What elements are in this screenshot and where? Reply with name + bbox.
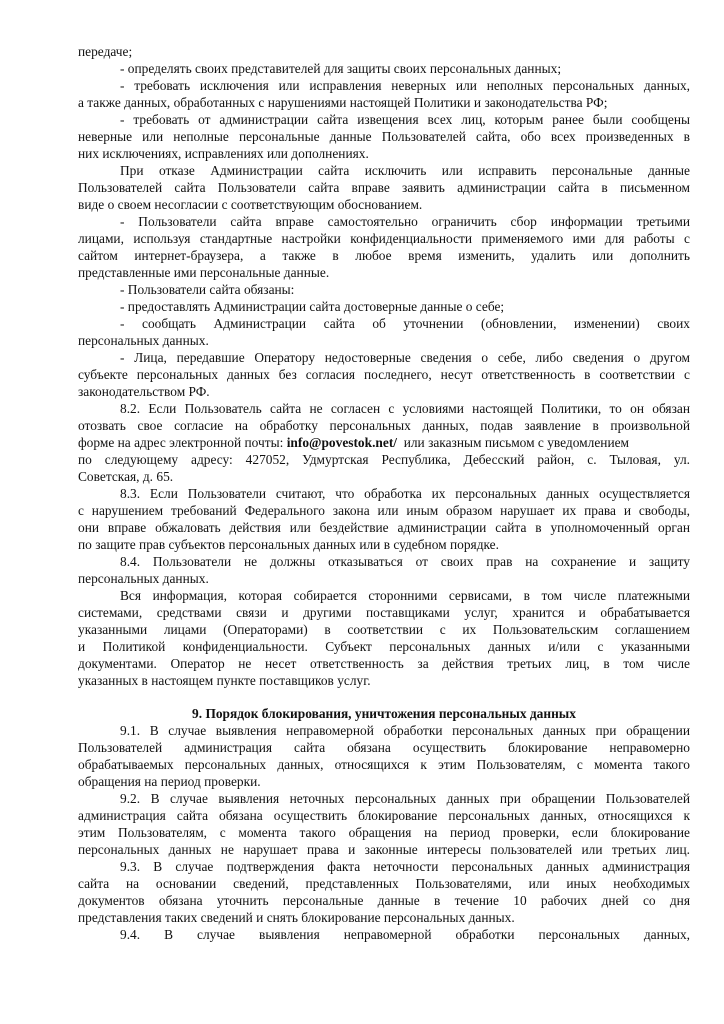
text-line: и Политикой конфиденциальности. Субъект персональных данных и/или с указанными — [78, 639, 690, 654]
text-fragment: или заказным письмом с уведомлением — [403, 435, 630, 450]
text-line: по следующему адресу: 427052, Удмуртская Республика, Дебесский район, с. Тыловая, ул. — [78, 452, 690, 467]
text-line: они вправе обжаловать действия или бездействие администрации сайта в уполномоченный орган — [78, 520, 690, 535]
text-line: - сообщать Администрации сайта об уточнении (обновлении, изменении) своих — [120, 316, 690, 331]
section-heading: 9. Порядок блокирования, уничтожения персональных данных — [192, 706, 576, 721]
text-line: указанными лицами (Операторами) в соответствии с их Пользовательским соглашением — [78, 622, 690, 637]
text-line: При отказе Администрации сайта исключить или исправить персональные данные — [120, 163, 690, 178]
text-line: 9.1. В случае выявления неправомерной обработки персональных данных при обращении — [120, 723, 690, 738]
text-line: - требовать исключения или исправления неверных или неполных персональных данных, — [120, 78, 690, 93]
text-line: - предоставлять Администрации сайта достоверные данные о себе; — [120, 299, 505, 314]
text-line: - требовать от администрации сайта извещения всех лиц, которым ранее были сообщены — [120, 112, 690, 127]
text-line: документов обязана уточнить персональные данные в течение 10 рабочих дней со дня — [78, 893, 690, 908]
text-line: - Пользователи сайта обязаны: — [120, 282, 295, 297]
text-line: а также данных, обработанных с нарушениями настоящей Политики и законодательства РФ; — [78, 95, 608, 110]
text-line: представленные ими персональные данные. — [78, 265, 330, 280]
text-line: Советская, д. 65. — [78, 469, 174, 484]
text-line: сайтом интернет-браузера, а также в любое время изменить, удалить или дополнить — [78, 248, 690, 263]
email-link[interactable]: info@povestok.net/ — [286, 435, 397, 450]
text-line: - Лица, передавшие Оператору недостоверные сведения о себе, либо сведения о другом — [120, 350, 690, 365]
text-line: персональных данных. — [78, 571, 209, 586]
text-line: сайта на основании сведений, представленных Пользователями, или иных необходимых — [78, 876, 690, 891]
text-line: персональных данных. — [78, 333, 209, 348]
text-line: неверные или неполные персональные данные Пользователей сайта, обо всех произведенных в — [78, 129, 690, 144]
email-label: форме на адрес электронной почты: — [78, 435, 284, 450]
text-line: представления таких сведений и снять блокирование персональных данных. — [78, 910, 515, 925]
text-line: передаче; — [78, 44, 133, 59]
text-line: персональных данных не нарушает права и законные интересы пользователей или третьих лиц. — [78, 842, 690, 857]
text-line: них исключениях, исправлениях или дополнениях. — [78, 146, 369, 161]
text-line: 9.2. В случае выявления неточных персональных данных при обращении Пользователей — [120, 791, 690, 806]
text-line: отозвать свое согласие на обработку персональных данных, подав заявление в произвольной — [78, 418, 690, 433]
text-line-email — [78, 434, 690, 451]
text-line: Пользователей администрация сайта обязана осуществить блокирование неправомерно — [78, 740, 690, 755]
text-line: 9.4. В случае выявления неправомерной обработки персональных данных, — [120, 927, 690, 942]
text-line: 8.3. Если Пользователи считают, что обработка их персональных данных осуществляется — [120, 486, 690, 501]
text-line: 8.4. Пользователи не должны отказываться от своих прав на сохранение и защиту — [120, 554, 690, 569]
text-line: обращения на период проверки. — [78, 774, 261, 789]
text-line: Вся информация, которая собирается сторонними сервисами, в том числе платежными — [120, 588, 690, 603]
text-line: виде о своем несогласии с соответствующим обоснованием. — [78, 197, 423, 212]
text-line: системами, средствами связи и другими поставщиками услуг, хранится и обрабатывается — [78, 605, 690, 620]
text-line: субъекте персональных данных без согласия последнего, несут ответственность в соответствии с — [78, 367, 690, 382]
text-line: по защите прав субъектов персональных данных или в судебном порядке. — [78, 537, 499, 552]
text-line: 8.2. Если Пользователь сайта не согласен с условиями настоящей Политики, то он обязан — [120, 401, 690, 416]
text-line: документами. Оператор не несет ответственность за действия третьих лиц, в том числе — [78, 656, 690, 671]
text-line: указанных в настоящем пункте поставщиков услуг. — [78, 673, 371, 688]
text-line: Пользователей сайта Пользователи сайта вправе заявить администрации сайта в письменном — [78, 180, 690, 195]
text-line: 9.3. В случае подтверждения факта неточности персональных данных администрация — [120, 859, 690, 874]
text-line: администрация сайта обязана осуществить блокирование персональных данных, относящихся к — [78, 808, 690, 823]
text-line: - определять своих представителей для защиты своих персональных данных; — [120, 61, 562, 76]
text-line: обрабатываемых персональных данных, относящихся к этим Пользователям, с момента такого — [78, 757, 690, 772]
text-line: лицами, используя стандартные настройки конфиденциальности применяемого ими для работы с — [78, 231, 690, 246]
text-line: этим Пользователям, с момента такого обращения на период проверки, если блокирование — [78, 825, 690, 840]
text-line: законодательством РФ. — [78, 384, 210, 399]
text-line: - Пользователи сайта вправе самостоятельно ограничить сбор информации третьими — [120, 214, 690, 229]
text-line: с нарушением требований Федерального закона или иным образом нарушает их права и свободы, — [78, 503, 690, 518]
